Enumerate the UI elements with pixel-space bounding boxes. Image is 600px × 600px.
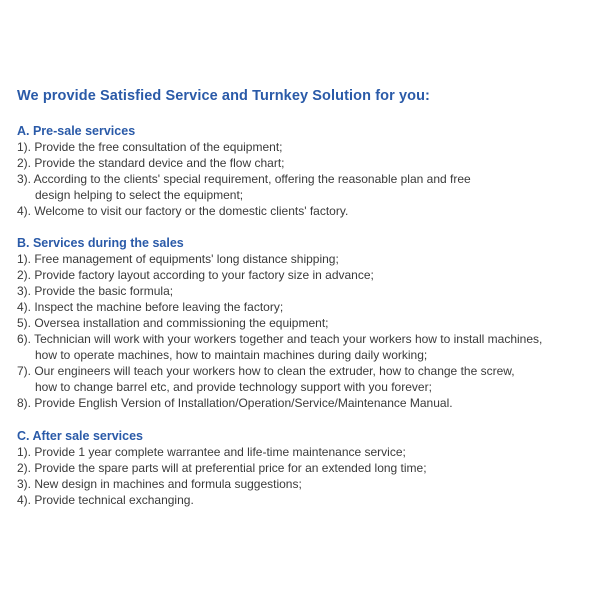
list-item [17, 299, 587, 315]
list-item [17, 363, 587, 395]
item-text: 1). Provide the free consultation of the equipment; [17, 140, 283, 154]
section-after-sale [17, 428, 587, 508]
item-text: 5). Oversea installation and commissioning the equipment; [17, 316, 329, 330]
list-item [17, 492, 587, 508]
item-text: 2). Provide factory layout according to your factory size in advance; [17, 268, 374, 282]
item-text: 4). Provide technical exchanging. [17, 493, 194, 507]
section-heading: C. After sale services [17, 429, 144, 443]
section-heading: A. Pre-sale services [17, 124, 136, 138]
item-text: 3). According to the clients' special requirement, offering the reasonable plan and free [17, 172, 471, 186]
item-text: 4). Welcome to visit our factory or the domestic clients' factory. [17, 204, 349, 218]
item-text: 8). Provide English Version of Installation/Operation/Service/Maintenance Manual. [17, 396, 453, 410]
list-item [17, 267, 587, 283]
list-item [17, 283, 587, 299]
item-text: 2). Provide the standard device and the flow chart; [17, 156, 285, 170]
list-item [17, 251, 587, 267]
item-continuation: design helping to select the equipment; [35, 188, 244, 202]
list-item [17, 331, 587, 363]
item-text: 4). Inspect the machine before leaving the factory; [17, 300, 284, 314]
list-item [17, 155, 587, 171]
item-text: 3). Provide the basic formula; [17, 284, 174, 298]
list-item [17, 460, 587, 476]
list-item [17, 203, 587, 219]
item-text: 3). New design in machines and formula suggestions; [17, 477, 302, 491]
item-text: 2). Provide the spare parts will at preferential price for an extended long time; [17, 461, 427, 475]
item-text: 6). Technician will work with your workers together and teach your workers how to install machines, [17, 332, 543, 346]
list-item [17, 139, 587, 155]
list-item [17, 444, 587, 460]
item-text: 7). Our engineers will teach your workers how to clean the extruder, how to change the screw, [17, 364, 515, 378]
section-heading: B. Services during the sales [17, 236, 184, 250]
section-during-sales [17, 235, 587, 411]
list-item [17, 171, 587, 203]
item-text: 1). Provide 1 year complete warrantee and life-time maintenance service; [17, 445, 406, 459]
list-item [17, 476, 587, 492]
list-item [17, 395, 587, 411]
section-pre-sale [17, 123, 587, 219]
item-continuation: how to operate machines, how to maintain machines during daily working; [35, 348, 428, 362]
list-item [17, 315, 587, 331]
page-title: We provide Satisfied Service and Turnkey Solution for you: [17, 88, 430, 104]
item-text: 1). Free management of equipments' long distance shipping; [17, 252, 339, 266]
item-continuation: how to change barrel etc, and provide technology support with you forever; [35, 380, 432, 394]
